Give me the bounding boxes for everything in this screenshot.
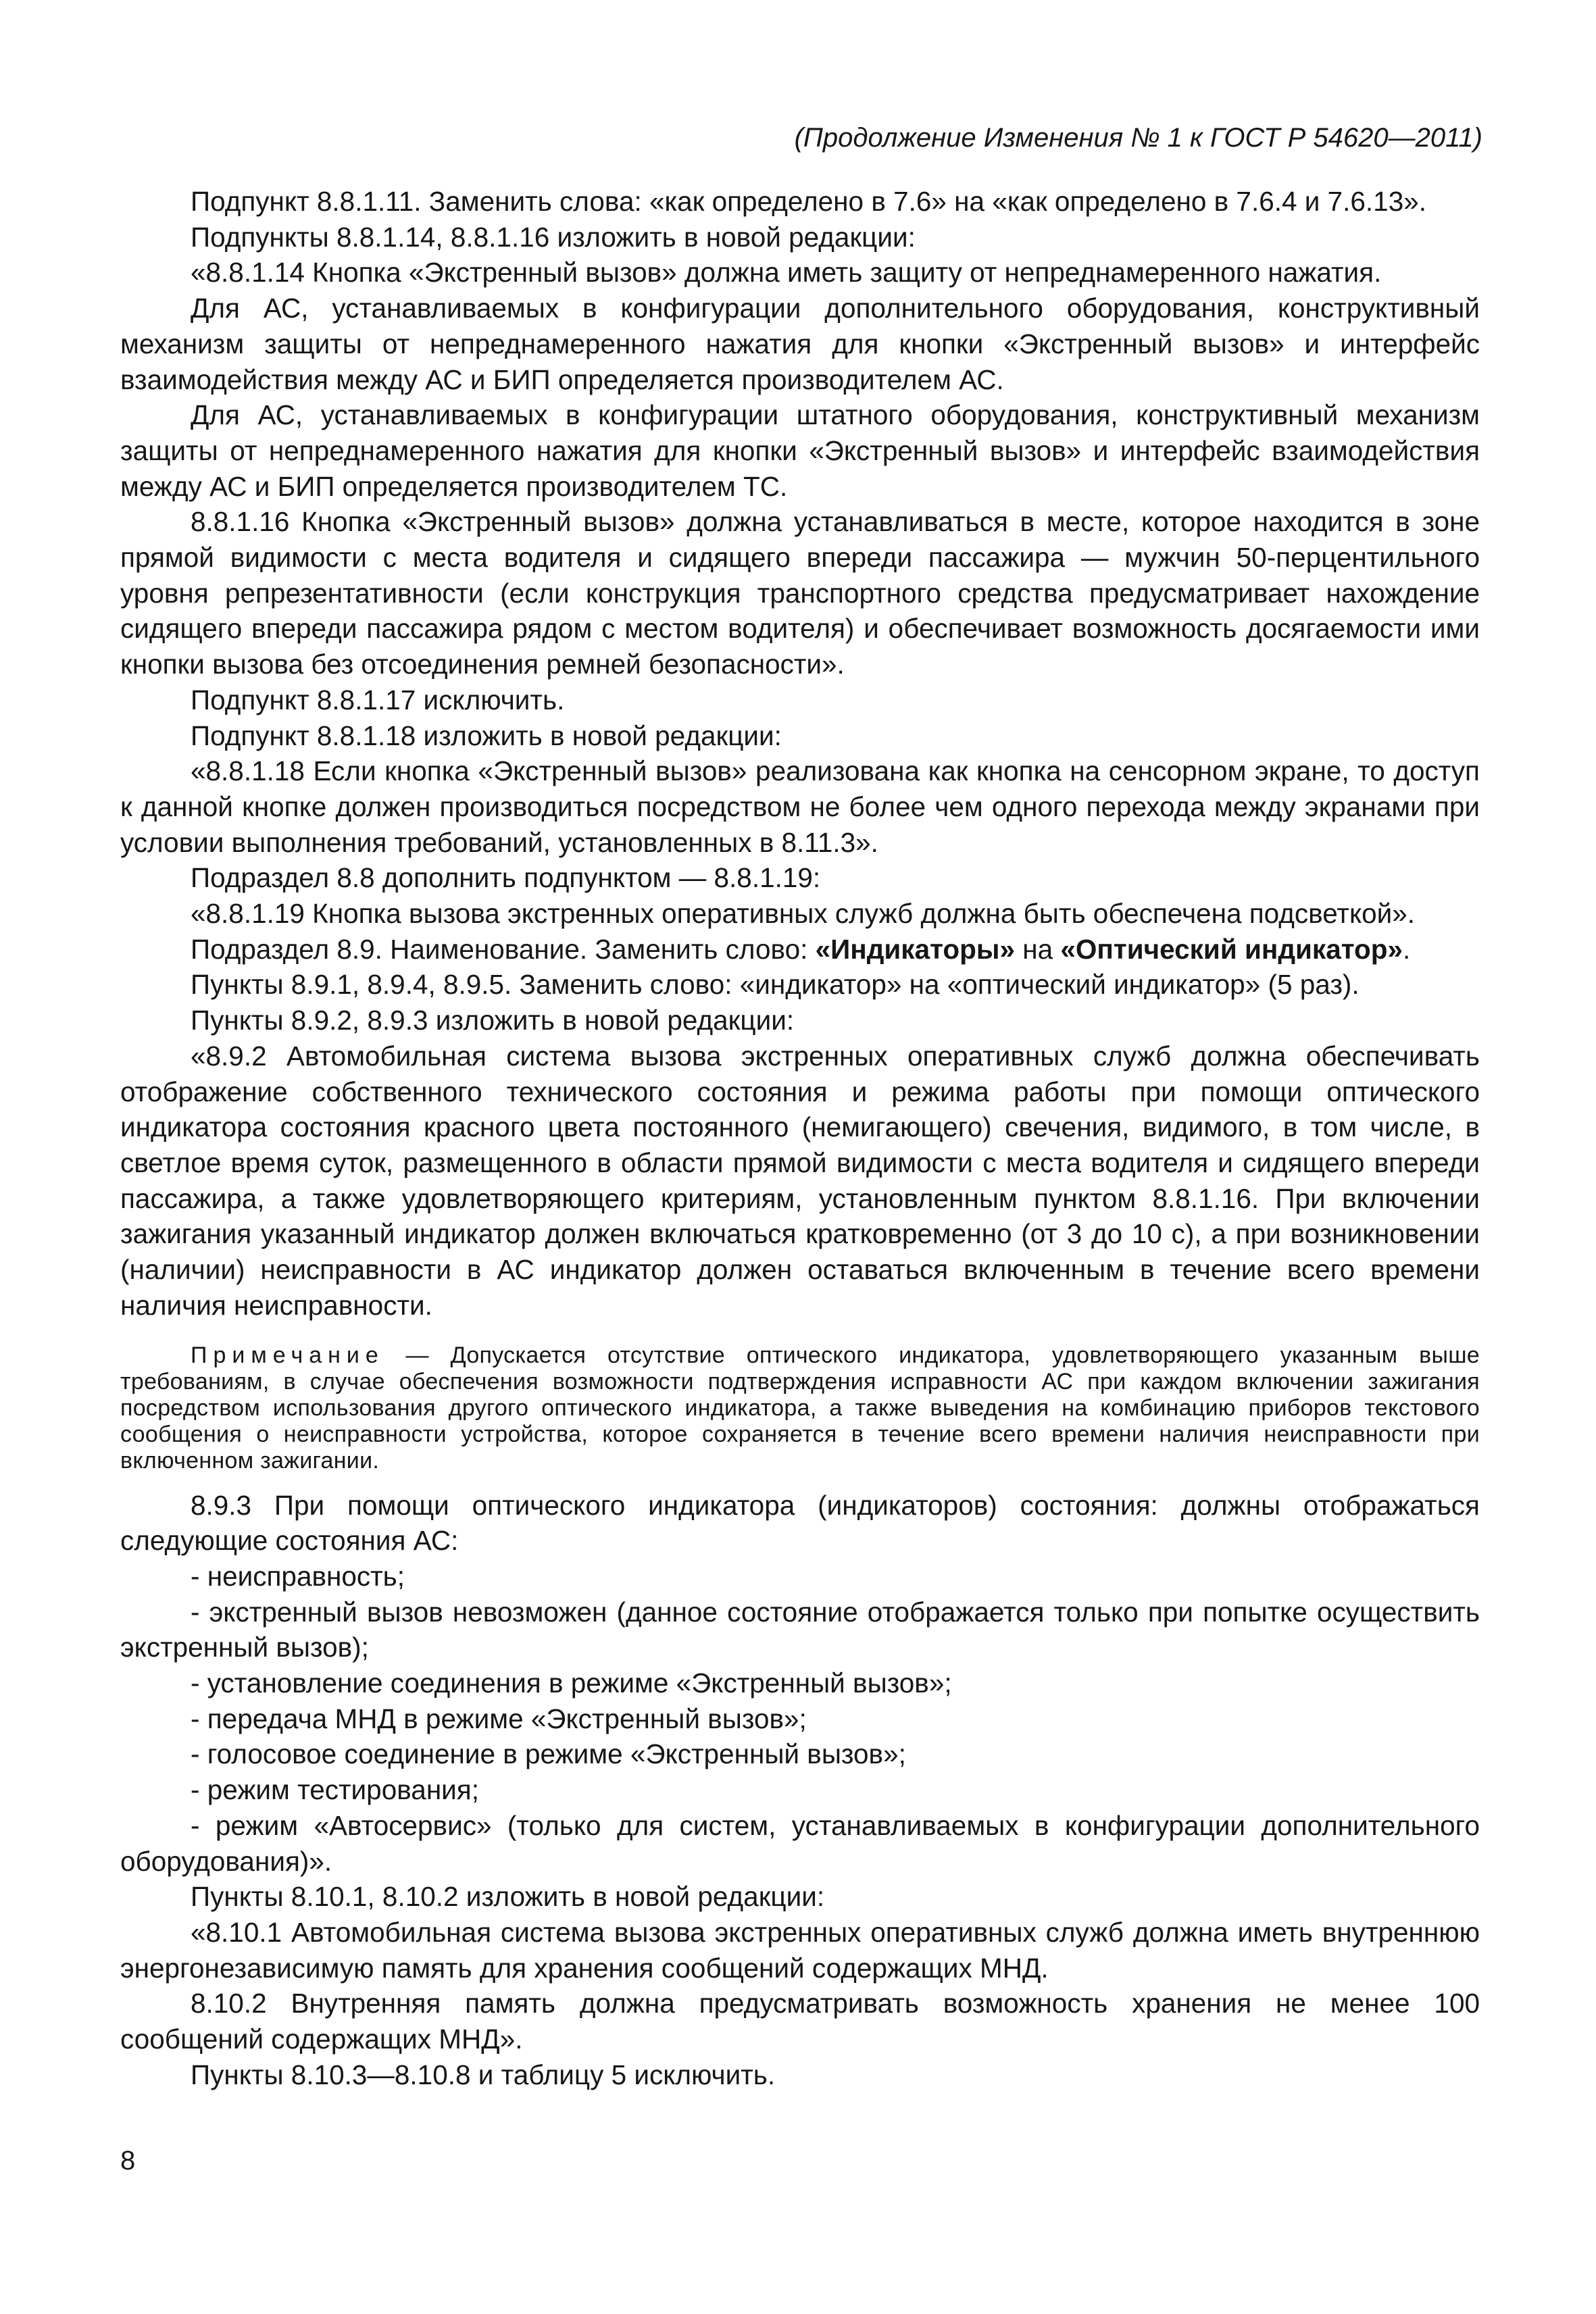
page-number: 8: [120, 2146, 136, 2175]
note-text: — Допускается отсутствие оптического индикатора, удовлетворяющего указанным выше требованиям, в случае обеспечения возможности подтверждения исправности АС при каждом включении зажигания посредством использования другого оптического индикатора, а также выведения на комбинацию приборов текстового сообщения о неисправности устройства, которое сохраняется в течение всего времени наличия неисправности при включенном зажигании.: [120, 1342, 1480, 1474]
list-item: - экстренный вызов невозможен (данное состояние отображается только при попытке осуществить экстренный вызов);: [120, 1596, 1480, 1663]
paragraph: Подпункты 8.8.1.14, 8.8.1.16 изложить в новой редакции:: [191, 221, 916, 253]
list-item: - режим «Автосервис» (только для систем, устанавливаемых в конфигурации дополнительного оборудования)».: [120, 1809, 1480, 1877]
paragraph: «8.8.1.18 Если кнопка «Экстренный вызов» реализована как кнопка на сенсорном экране, то доступ к данной кнопке должен производиться посредством не более чем одного перехода между экранами при условии выполнения требований, установленных в 8.11.3».: [120, 755, 1480, 858]
text-fragment: .: [1403, 933, 1411, 965]
paragraph: «8.8.1.14 Кнопка «Экстренный вызов» должна иметь защиту от непреднамеренного нажатия.: [191, 257, 1382, 288]
list-item: - установление соединения в режиме «Экстренный вызов»;: [191, 1667, 952, 1699]
paragraph: Подпункт 8.8.1.11. Заменить слова: «как определено в 7.6» на «как определено в 7.6.4 и 7.6.13».: [191, 186, 1427, 217]
paragraph: Пункты 8.10.3—8.10.8 и таблицу 5 исключить.: [191, 2059, 776, 2090]
paragraph: Пункты 8.9.2, 8.9.3 изложить в новой редакции:: [191, 1005, 795, 1036]
bold-term-old: «Индикаторы»: [815, 933, 1015, 965]
note-paragraph: [120, 1342, 1480, 1474]
note-label: Примечание: [191, 1342, 384, 1368]
paragraph: «8.10.1 Автомобильная система вызова экстренных оперативных служб должна иметь внутреннюю энергонезависимую память для хранения сообщений содержащих МНД.: [120, 1916, 1480, 1984]
paragraph: 8.10.2 Внутренняя память должна предусматривать возможность хранения не менее 100 сообщений содержащих МНД».: [120, 1988, 1480, 2055]
paragraph: «8.8.1.19 Кнопка вызова экстренных оперативных служб должна быть обеспечена подсветкой».: [191, 898, 1416, 930]
paragraph: Пункты 8.9.1, 8.9.4, 8.9.5. Заменить слово: «индикатор» на «оптический индикатор» (5 раз).: [191, 969, 1360, 1001]
paragraph: Подраздел 8.8 дополнить подпунктом — 8.8.1.19:: [191, 862, 821, 894]
paragraph-subsection-8-9: [120, 932, 1480, 967]
paragraph: Подпункт 8.8.1.17 исключить.: [191, 684, 565, 715]
text-fragment: на: [1015, 933, 1061, 965]
list-item: - голосовое соединение в режиме «Экстренный вызов»;: [191, 1738, 906, 1770]
paragraph: Пункты 8.10.1, 8.10.2 изложить в новой редакции:: [191, 1881, 825, 1913]
paragraph: Подпункт 8.8.1.18 изложить в новой редакции:: [191, 720, 782, 751]
paragraph: 8.8.1.16 Кнопка «Экстренный вызов» должна устанавливаться в месте, которое находится в зоне прямой видимости с места водителя и сидящего впереди пассажира — мужчин 50-перцентильного уровня репрезентативности (если конструкция транспортного средства предусматривает нахождение сидящего впереди пассажира рядом с местом водителя) и обеспечивает возможность досягаемости ими кнопки вызова без отсоединения ремней безопасности».: [120, 506, 1480, 680]
list-item: - неисправность;: [191, 1560, 405, 1592]
document-body: [120, 184, 1480, 2092]
paragraph: «8.9.2 Автомобильная система вызова экстренных оперативных служб должна обеспечивать отображение собственного технического состояния и режима работы при помощи оптического индикатора состояния красного цвета постоянного (немигающего) свечения, видимого, в том числе, в светлое время суток, размещенного в области прямой видимости с места водителя и сидящего впереди пассажира, а также удовлетворяющего критериям, установленным пунктом 8.8.1.16. При включении зажигания указанный индикатор должен включаться кратковременно (от 3 до 10 с), а при возникновении (наличии) неисправности в АС индикатор должен оставаться включенным в течение всего времени наличия неисправности.: [120, 1040, 1480, 1321]
list-item: - передача МНД в режиме «Экстренный вызов»;: [191, 1703, 807, 1734]
running-header: (Продолжение Изменения № 1 к ГОСТ Р 54620—2011): [794, 123, 1482, 153]
text-fragment: Подраздел 8.9. Наименование. Заменить слово:: [191, 933, 816, 965]
paragraph: 8.9.3 При помощи оптического индикатора (индикаторов) состояния: должны отображаться следующие состояния АС:: [120, 1489, 1480, 1557]
paragraph: Для АС, устанавливаемых в конфигурации дополнительного оборудования, конструктивный механизм защиты от непреднамеренного нажатия для кнопки «Экстренный вызов» и интерфейс взаимодействия между АС и БИП определяется производителем АС.: [120, 293, 1480, 395]
list-item: - режим тестирования;: [191, 1774, 479, 1806]
bold-term-new: «Оптический индикатор»: [1060, 933, 1403, 965]
paragraph: Для АС, устанавливаемых в конфигурации штатного оборудования, конструктивный механизм защиты от непреднамеренного нажатия для кнопки «Экстренный вызов» и интерфейс взаимодействия между АС и БИП определяется производителем ТС.: [120, 399, 1480, 502]
